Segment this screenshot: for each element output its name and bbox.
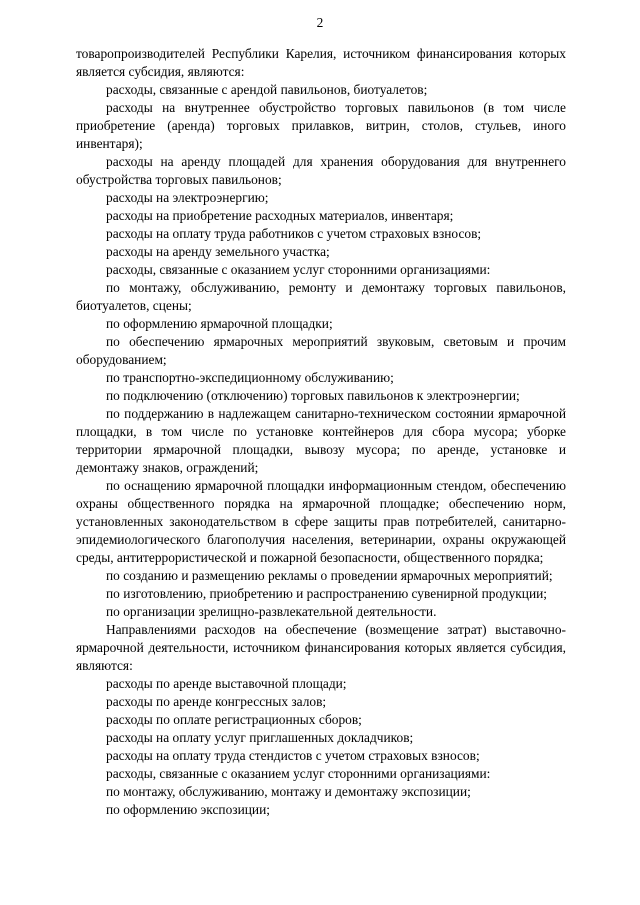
paragraph: товаропроизводителей Республики Карелия, источником финансирования которых является субсидия, являются: (76, 46, 566, 79)
page-number: 2 (316, 15, 324, 30)
paragraph: расходы на оплату труда работников с учетом страховых взносов; (106, 226, 482, 241)
paragraph: расходы по аренде выставочной площади; (106, 676, 347, 691)
paragraph: по организации зрелищно-развлекательной деятельности. (106, 604, 437, 619)
paragraph: по оснащению ярмарочной площадки информационным стендом, обеспечению охраны общественного порядка на ярмарочной площадке; обеспечению норм, установленных законодательством в сфере защиты прав потребителей, санитарно-эпидемиологического благополучия населения, ветеринарии, охраны окружающей среды, антитеррористической и пожарной безопасности, общественного порядка; (76, 478, 566, 565)
paragraph: расходы на оплату труда стендистов с учетом страховых взносов; (106, 748, 480, 763)
paragraph: расходы по оплате регистрационных сборов; (106, 712, 362, 727)
paragraph: по оформлению ярмарочной площадки; (106, 316, 333, 331)
paragraph: по изготовлению, приобретению и распространению сувенирной продукции; (106, 586, 548, 601)
paragraph: расходы на внутреннее обустройство торговых павильонов (в том числе приобретение (аренда) торговых прилавков, витрин, столов, стульев, иного инвентаря); (76, 100, 566, 151)
paragraph: по обеспечению ярмарочных мероприятий звуковым, световым и прочим оборудованием; (76, 334, 566, 367)
paragraph: расходы на аренду площадей для хранения оборудования для внутреннего обустройства торговых павильонов; (76, 154, 566, 187)
paragraph: расходы, связанные с оказанием услуг сторонними организациями: (106, 766, 491, 781)
paragraph: по монтажу, обслуживанию, монтажу и демонтажу экспозиции; (106, 784, 471, 799)
paragraph: по транспортно-экспедиционному обслуживанию; (106, 370, 394, 385)
paragraph: расходы, связанные с оказанием услуг сторонними организациями: (106, 262, 491, 277)
paragraph: по созданию и размещению рекламы о проведении ярмарочных мероприятий; (106, 568, 553, 583)
paragraph: по оформлению экспозиции; (106, 802, 270, 817)
paragraph: расходы, связанные с арендой павильонов, биотуалетов; (106, 82, 428, 97)
paragraph: по подключению (отключению) торговых павильонов к электроэнергии; (106, 388, 520, 403)
paragraph: расходы на электроэнергию; (106, 190, 269, 205)
paragraph: Направлениями расходов на обеспечение (возмещение затрат) выставочно-ярмарочной деятельности, источником финансирования которых является субсидия, являются: (76, 622, 566, 673)
paragraph: по монтажу, обслуживанию, ремонту и демонтажу торговых павильонов, биотуалетов, сцены; (76, 280, 566, 313)
paragraph: расходы на оплату услуг приглашенных докладчиков; (106, 730, 414, 745)
paragraph: расходы по аренде конгрессных залов; (106, 694, 327, 709)
document-body (76, 45, 566, 819)
paragraph: расходы на приобретение расходных материалов, инвентаря; (106, 208, 454, 223)
paragraph: расходы на аренду земельного участка; (106, 244, 330, 259)
paragraph: по поддержанию в надлежащем санитарно-техническом состоянии ярмарочной площадки, в том числе по установке контейнеров для сбора мусора; уборке территории ярмарочной площадки, вывозу мусора; по аренде, установке и демонтажу знаков, ограждений; (76, 406, 566, 475)
